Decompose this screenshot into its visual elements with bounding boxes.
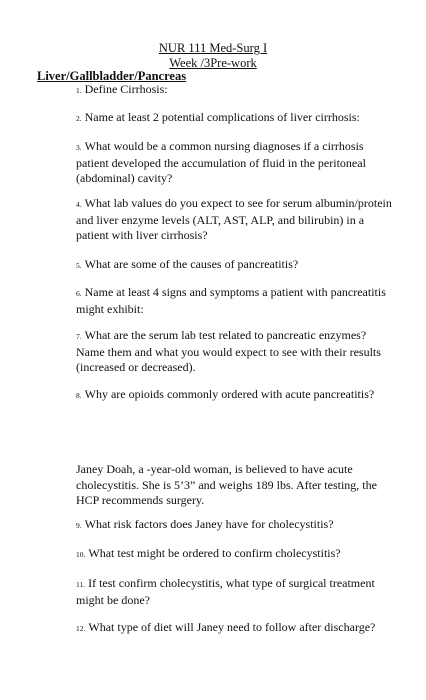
question-text: Why are opioids commonly ordered with acute pancreatitis? xyxy=(84,387,375,401)
question-text: Name at least 4 signs and symptoms a patient with pancreatitis might exhibit: xyxy=(76,285,386,316)
question-number: 5. xyxy=(76,261,82,270)
question-number: 6. xyxy=(76,289,82,298)
section-title: Liver/Gallbladder/Pancreas xyxy=(37,69,187,83)
question-text: Define Cirrhosis: xyxy=(84,82,168,96)
question-10 xyxy=(76,546,396,563)
question-number: 8. xyxy=(76,391,82,400)
question-text: What are some of the causes of pancreatitis? xyxy=(84,257,299,271)
question-text: What test might be ordered to confirm cholecystitis? xyxy=(88,546,341,560)
question-11 xyxy=(76,576,396,608)
question-number: 11. xyxy=(76,580,86,589)
question-number: 10. xyxy=(76,550,86,559)
question-number: 2. xyxy=(76,114,82,123)
question-2 xyxy=(76,110,396,127)
question-7 xyxy=(76,328,396,376)
question-number: 9. xyxy=(76,521,82,530)
question-12 xyxy=(76,620,396,637)
question-number: 7. xyxy=(76,332,82,341)
question-number: 12. xyxy=(76,624,86,633)
question-text: What would be a common nursing diagnoses if a cirrhosis patient developed the accumulation of fluid in the peritoneal (abdominal) cavity? xyxy=(76,139,366,185)
question-4 xyxy=(76,196,396,244)
question-text: If test confirm cholecystitis, what type of surgical treatment might be done? xyxy=(76,576,375,607)
question-3 xyxy=(76,139,396,187)
question-text: What lab values do you expect to see for serum albumin/protein and liver enzyme levels (ALT, AST, ALP, and bilirubin) in a patient with liver cirrhosis? xyxy=(76,196,392,242)
question-text: What risk factors does Janey have for cholecystitis? xyxy=(84,517,334,531)
question-number: 3. xyxy=(76,143,82,152)
question-9 xyxy=(76,517,396,534)
question-5 xyxy=(76,257,396,274)
question-text: Name at least 2 potential complications of liver cirrhosis: xyxy=(84,110,360,124)
question-1 xyxy=(76,82,396,99)
question-text: What type of diet will Janey need to follow after discharge? xyxy=(88,620,376,634)
question-number: 1. xyxy=(76,86,82,95)
case-study-paragraph: Janey Doah, a -year-old woman, is believed to have acute cholecystitis. She is 5’3” and weighs 189 lbs. After testing, the HCP recommends surgery. xyxy=(76,462,377,507)
question-text: What are the serum lab test related to pancreatic enzymes? Name them and what you would expect to see with their results (increased or decreased). xyxy=(76,328,381,374)
question-6 xyxy=(76,285,396,317)
course-title: NUR 111 Med-Surg I xyxy=(158,41,268,55)
week-title: Week /3Pre-work xyxy=(169,56,257,70)
question-8 xyxy=(76,387,396,404)
question-number: 4. xyxy=(76,200,82,209)
